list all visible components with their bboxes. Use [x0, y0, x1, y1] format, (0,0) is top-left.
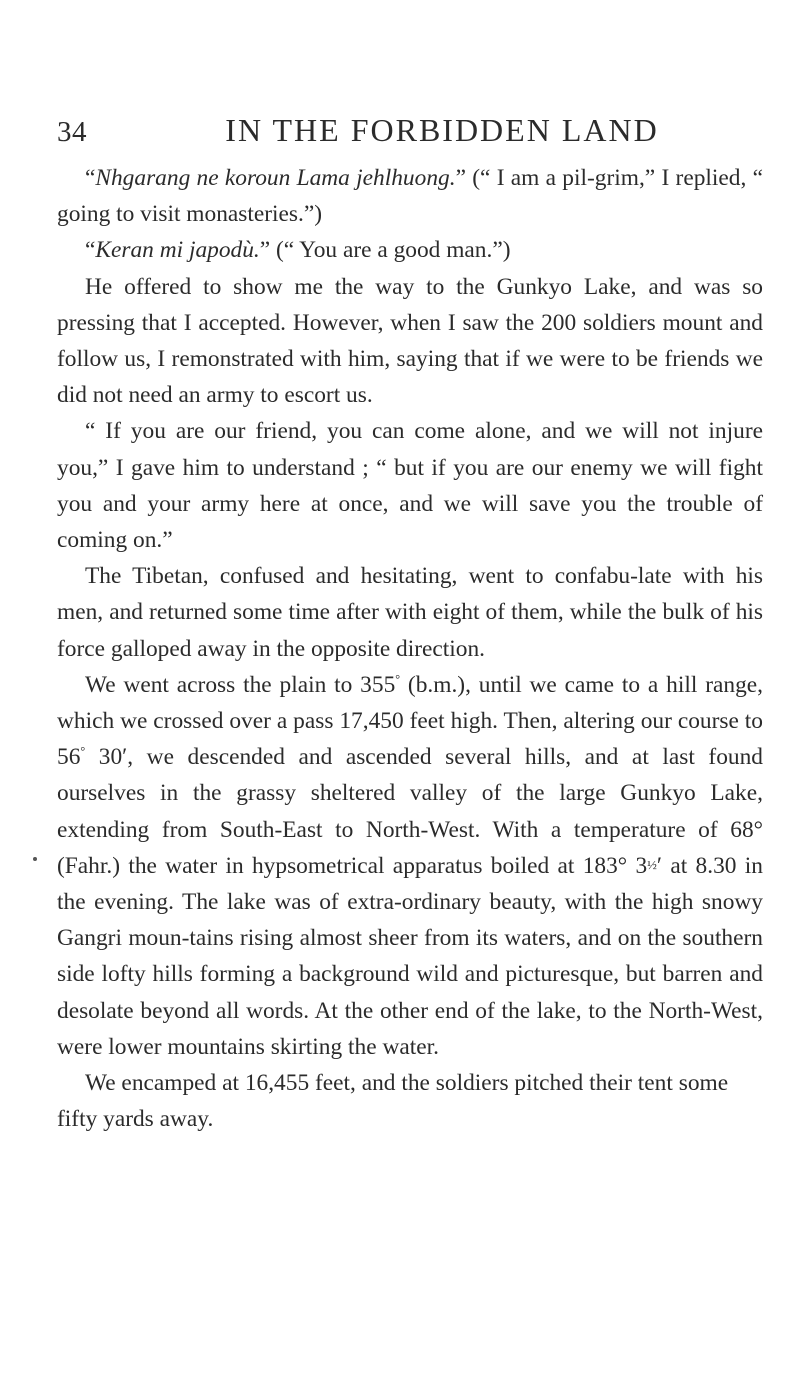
- degree-mark: °: [80, 744, 86, 759]
- close-quote: ”: [455, 165, 466, 191]
- paragraph-text: 30′, we descended and ascended several hills, and at last found ourselves in the grassy sheltered valley of the large Gunkyo Lake, extending from South-East to North-West. With a temperature of 68° (Fahr.) the water in hypsometrical apparatus boiled at 183° 3: [57, 744, 763, 879]
- fraction: ½: [647, 856, 657, 872]
- print-speck: [33, 857, 37, 861]
- paragraph-text: We went across the plain to 355: [85, 671, 396, 698]
- paragraph-7: We encamped at 16,455 feet, and the soldiers pitched their tent some fifty yards away.: [57, 1070, 729, 1133]
- running-title: IN THE FORBIDDEN LAND: [225, 112, 659, 148]
- close-quote: ”: [259, 237, 271, 264]
- paragraph-text: (“ You are a good man.”): [270, 237, 511, 264]
- paragraph-text: (b.m.), until we came to a hill range, which we crossed over a pass 17,450 feet high. Then, altering our course to 56: [57, 671, 763, 771]
- open-quote: “: [85, 165, 96, 191]
- paragraph-2: [57, 232, 763, 268]
- body-text: [57, 160, 763, 1137]
- paragraph-6: [57, 667, 763, 1065]
- running-header: [57, 112, 757, 156]
- tibetan-phrase: Keran mi japodù.: [95, 237, 260, 264]
- paragraph-4: “ If you are our friend, you can come alone, and we will not injure you,” I gave him to understand ; “ but if you are our enemy we will fight you and your army here at once, and we will save you the trouble of coming on.”: [57, 418, 763, 554]
- paragraph-text: ′ at 8.30 in the evening. The lake was of extra-ordinary beauty, with the high snowy Gangri moun-tains rising almost sheer from its waters, and on the southern side lofty hills forming a background wild and picturesque, but barren and desolate beyond all words. At the other end of the lake, to the North-West, were lower mountains skirting the water.: [57, 852, 763, 1060]
- open-quote: “: [85, 237, 96, 264]
- paragraph-5: The Tibetan, confused and hesitating, went to confabu-late with his men, and returned some time after with eight of them, while the bulk of his force galloped away in the opposite direction.: [57, 563, 763, 662]
- tibetan-phrase: Nhgarang ne koroun Lama jehlhuong.: [95, 165, 456, 191]
- paragraph-text: (“ I am a pil-grim,” I replied, “ going to visit monasteries.”): [57, 165, 763, 228]
- page-number: 34: [57, 116, 87, 148]
- paragraph-3: He offered to show me the way to the Gunkyo Lake, and was so pressing that I accepted. However, when I saw the 200 soldiers mount and follow us, I remonstrated with him, saying that if we were to be friends we did not need an army to escort us.: [57, 273, 763, 409]
- degree-mark: °: [395, 671, 401, 686]
- paragraph-1: [57, 160, 763, 232]
